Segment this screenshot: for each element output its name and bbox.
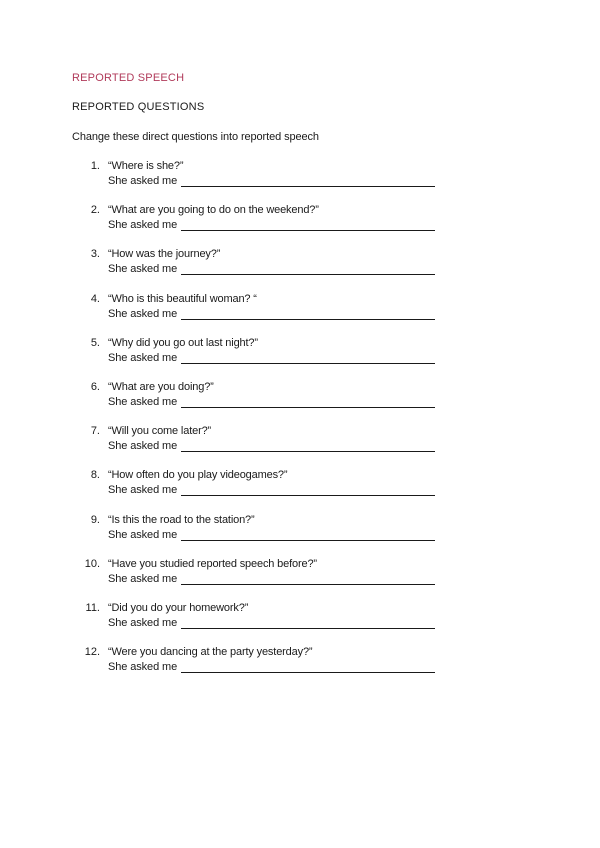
answer-row — [108, 263, 435, 275]
answer-label: She asked me — [108, 263, 178, 276]
answer-row — [108, 661, 435, 673]
answer-label: She asked me — [108, 440, 178, 453]
question-item — [72, 425, 452, 469]
question-text: “What are you going to do on the weekend?” — [108, 204, 319, 217]
worksheet-subtitle: REPORTED QUESTIONS — [72, 101, 205, 113]
question-number: 3. — [90, 248, 100, 261]
answer-row — [108, 617, 435, 629]
question-list — [72, 160, 452, 690]
worksheet-title: REPORTED SPEECH — [72, 72, 185, 84]
question-text: “What are you doing?” — [108, 380, 214, 393]
question-number: 9. — [90, 513, 100, 526]
question-text: “Who is this beautiful woman? “ — [108, 292, 257, 305]
answer-label: She asked me — [108, 661, 178, 674]
question-item — [72, 248, 452, 292]
answer-blank[interactable] — [181, 264, 435, 275]
answer-row — [108, 484, 435, 496]
answer-label: She asked me — [108, 351, 178, 364]
question-number: 11. — [85, 601, 100, 614]
question-number: 4. — [90, 292, 100, 305]
question-text: “Did you do your homework?” — [108, 601, 249, 614]
answer-row — [108, 440, 435, 452]
answer-blank[interactable] — [181, 530, 435, 541]
question-item — [72, 293, 452, 337]
answer-label: She asked me — [108, 484, 178, 497]
answer-row — [108, 352, 435, 364]
question-item — [72, 160, 452, 204]
answer-blank[interactable] — [181, 441, 435, 452]
question-text: “How was the journey?” — [108, 248, 221, 261]
question-number: 10. — [84, 557, 100, 570]
question-number: 2. — [90, 204, 100, 217]
question-item — [72, 469, 452, 513]
question-text: “Where is she?” — [108, 160, 184, 172]
answer-row — [108, 308, 435, 320]
answer-blank[interactable] — [181, 220, 435, 231]
question-item — [72, 558, 452, 602]
answer-label: She asked me — [108, 219, 178, 232]
question-number: 5. — [90, 336, 100, 349]
question-number: 12. — [84, 646, 100, 659]
question-text: “How often do you play videogames?” — [108, 469, 288, 482]
question-number: 8. — [90, 469, 100, 482]
answer-blank[interactable] — [181, 662, 435, 673]
answer-row — [108, 219, 435, 231]
answer-blank[interactable] — [181, 618, 435, 629]
question-number: 7. — [90, 425, 100, 438]
answer-label: She asked me — [108, 572, 178, 585]
answer-blank[interactable] — [181, 485, 435, 496]
answer-row — [108, 573, 435, 585]
answer-label: She asked me — [108, 307, 178, 320]
question-text: “Will you come later?” — [108, 425, 212, 438]
question-item — [72, 602, 452, 646]
question-text: “Have you studied reported speech before?” — [108, 557, 317, 570]
answer-blank[interactable] — [181, 397, 435, 408]
question-text: “Were you dancing at the party yesterday?” — [108, 646, 313, 659]
question-item — [72, 204, 452, 248]
instruction-text: Change these direct questions into reported speech — [72, 131, 319, 143]
answer-blank[interactable] — [181, 309, 435, 320]
answer-label: She asked me — [108, 616, 178, 629]
answer-label: She asked me — [108, 175, 178, 187]
answer-row — [108, 529, 435, 541]
question-number: 6. — [90, 380, 100, 393]
question-text: “Is this the road to the station?” — [108, 513, 255, 526]
answer-row — [108, 396, 435, 408]
answer-label: She asked me — [108, 395, 178, 408]
answer-blank[interactable] — [181, 353, 435, 364]
question-number: 1. — [90, 160, 100, 172]
question-item — [72, 381, 452, 425]
answer-blank[interactable] — [181, 574, 435, 585]
question-text: “Why did you go out last night?” — [108, 336, 258, 349]
question-item — [72, 646, 452, 690]
answer-row — [108, 175, 435, 187]
question-item — [72, 514, 452, 558]
answer-label: She asked me — [108, 528, 178, 541]
answer-blank[interactable] — [181, 176, 435, 187]
question-item — [72, 337, 452, 381]
